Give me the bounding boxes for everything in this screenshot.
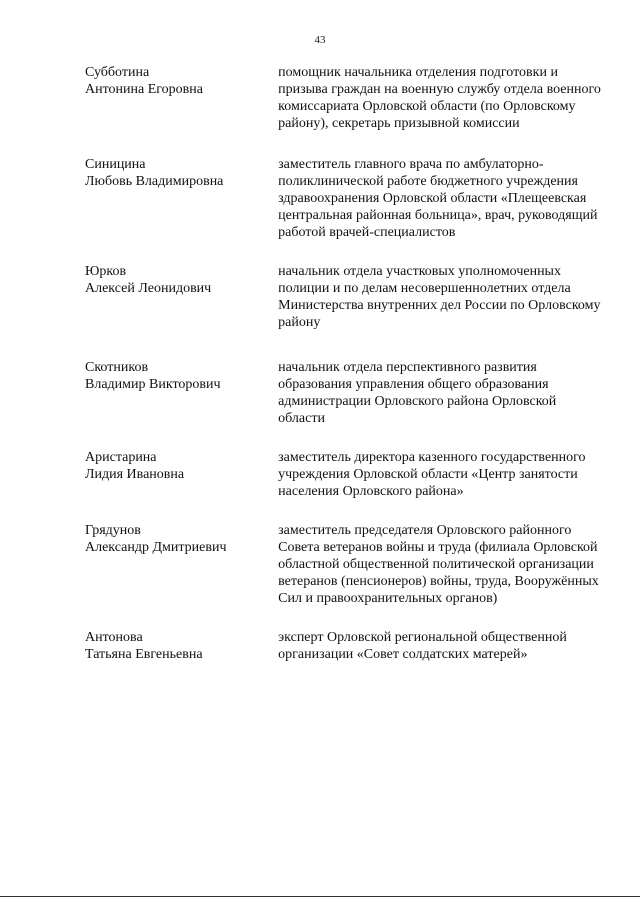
list-item: [85, 449, 605, 500]
member-role: начальник отдела перспективного развития образования управления общего образования администрации Орловского района Орловской области: [278, 360, 557, 426]
member-surname: Грядунов: [85, 523, 141, 538]
member-name: [85, 156, 278, 241]
member-surname: Аристарина: [85, 450, 157, 465]
member-role: заместитель директора казенного государственного учреждения Орловской области «Центр занятости населения Орловского района»: [278, 450, 586, 499]
member-surname: Синицина: [85, 157, 146, 172]
list-item: [85, 629, 605, 663]
list-item: [85, 263, 605, 331]
list-item: [85, 64, 605, 132]
member-given-name: Владимир Викторович: [85, 377, 221, 392]
member-surname: Субботина: [85, 65, 150, 80]
list-item: [85, 522, 605, 607]
list-item: [85, 156, 605, 241]
member-role: эксперт Орловской региональной общественной организации «Совет солдатских матерей»: [278, 630, 567, 662]
member-given-name: Алексей Леонидович: [85, 281, 212, 296]
member-given-name: Татьяна Евгеньевна: [85, 647, 203, 662]
page-edge-line: [0, 896, 640, 897]
member-given-name: Любовь Владимировна: [85, 174, 224, 189]
member-name: [85, 359, 278, 427]
page-number: 43: [314, 34, 326, 46]
member-role: помощник начальника отделения подготовки и призыва граждан на военную службу отдела военного комиссариата Орловской области (по Орловскому району), секретарь призывной комиссии: [278, 65, 601, 131]
member-role: заместитель председателя Орловского районного Совета ветеранов войны и труда (филиала Орловской областной общественной политической организации ветеранов (пенсионеров) войны, труда, Вооружённых Сил и правоохранительных органов): [278, 523, 599, 606]
member-given-name: Антонина Егоровна: [85, 82, 203, 97]
member-name: [85, 449, 278, 500]
member-name: [85, 64, 278, 132]
member-surname: Юрков: [85, 264, 127, 279]
member-given-name: Александр Дмитриевич: [85, 540, 227, 555]
list-item: [85, 359, 605, 427]
member-list: [85, 64, 605, 683]
member-name: [85, 263, 278, 331]
member-surname: Антонова: [85, 630, 143, 645]
member-surname: Скотников: [85, 360, 149, 375]
member-role: заместитель главного врача по амбулаторно-поликлинической работе бюджетного учреждения здравоохранения Орловской области «Плещеевская центральная районная больница», врач, руководящий работой врачей-специалистов: [278, 157, 598, 240]
member-role: начальник отдела участковых уполномоченных полиции и по делам несовершеннолетних отдела Министерства внутренних дел России по Орловскому району: [278, 264, 601, 330]
member-name: [85, 522, 278, 607]
member-given-name: Лидия Ивановна: [85, 467, 185, 482]
member-name: [85, 629, 278, 663]
